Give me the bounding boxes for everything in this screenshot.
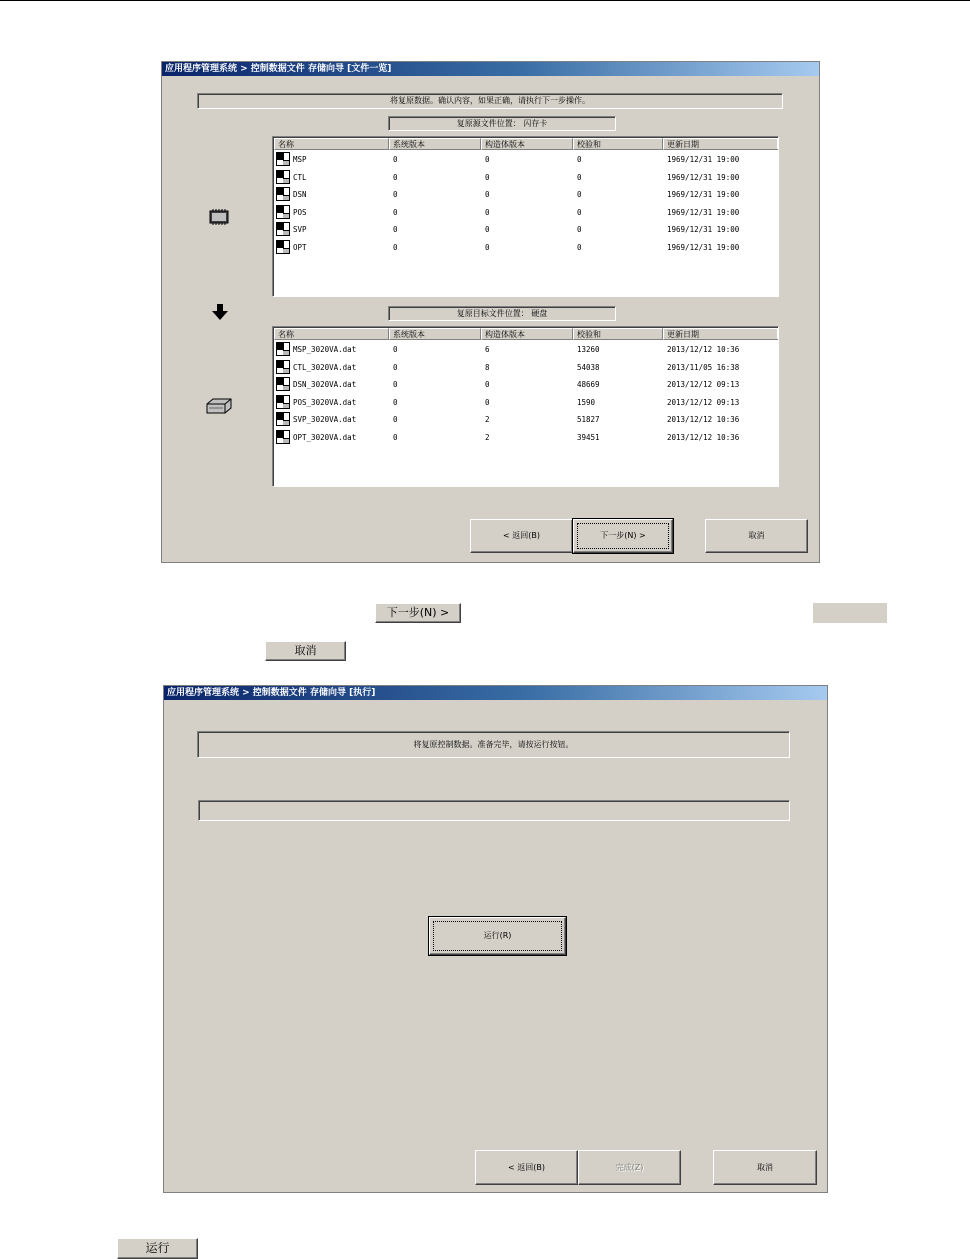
file-name: CTL xyxy=(293,172,307,182)
window-title: 应用程序管理系统 > 控制数据文件 存储向导 [执行] xyxy=(164,686,827,700)
system-version: 0 xyxy=(393,225,398,234)
next-button[interactable]: 下一步(N) > xyxy=(573,519,673,553)
system-version: 0 xyxy=(393,432,398,442)
run-button[interactable]: 运行(R) xyxy=(429,917,566,955)
update-date: 2013/12/12 09:13 xyxy=(667,397,740,407)
system-version: 0 xyxy=(393,190,398,199)
system-version: 0 xyxy=(393,397,398,407)
target-file-list[interactable] xyxy=(272,326,779,487)
back-button[interactable]: < 返回(B) xyxy=(470,519,573,553)
file-icon xyxy=(276,377,290,391)
file-name: SVP_3020VA.dat xyxy=(293,415,357,424)
checksum: 54038 xyxy=(577,362,600,372)
checksum: 13260 xyxy=(577,345,600,354)
inline-cancel-button-image: 取消 xyxy=(265,641,346,661)
update-date: 1969/12/31 19:00 xyxy=(667,225,740,234)
checksum: 39451 xyxy=(577,432,600,442)
window-title: 应用程序管理系统 > 控制数据文件 存储向导 [文件一览] xyxy=(162,62,819,76)
structure-version: 0 xyxy=(485,380,490,389)
source-location-label: 复原源文件位置： 闪存卡 xyxy=(388,116,616,131)
checksum: 0 xyxy=(577,207,582,217)
update-date: 1969/12/31 19:00 xyxy=(667,207,740,217)
table-row[interactable] xyxy=(274,394,777,411)
table-row[interactable] xyxy=(274,186,777,203)
table-row[interactable] xyxy=(274,204,777,221)
column-checksum[interactable]: 校验和 xyxy=(573,138,663,150)
checksum: 48669 xyxy=(577,380,600,389)
structure-version: 8 xyxy=(485,362,490,372)
column-name[interactable]: 名称 xyxy=(274,328,389,340)
update-date: 2013/12/12 10:36 xyxy=(667,432,740,442)
file-icon xyxy=(276,412,290,426)
column-update-date[interactable]: 更新日期 xyxy=(663,328,779,340)
table-row[interactable] xyxy=(274,411,777,428)
hard-disk-icon xyxy=(206,398,232,414)
system-version: 0 xyxy=(393,380,398,389)
file-name: SVP xyxy=(293,225,307,234)
column-system-version[interactable]: 系统版本 xyxy=(389,328,481,340)
inline-highlight-box xyxy=(813,603,887,623)
system-version: 0 xyxy=(393,155,398,164)
progress-bar xyxy=(198,800,790,821)
structure-version: 0 xyxy=(485,155,490,164)
structure-version: 2 xyxy=(485,415,490,424)
target-location-label: 复原目标文件位置： 硬盘 xyxy=(388,306,616,321)
file-icon xyxy=(276,360,290,374)
system-version: 0 xyxy=(393,172,398,182)
table-row[interactable] xyxy=(274,341,777,358)
memory-card-icon xyxy=(209,209,229,225)
table-row[interactable] xyxy=(274,169,777,186)
checksum: 0 xyxy=(577,225,582,234)
structure-version: 0 xyxy=(485,397,490,407)
instruction-field: 将复原数据。确认内容，如果正确，请执行下一步操作。 xyxy=(197,93,783,109)
update-date: 1969/12/31 19:00 xyxy=(667,172,740,182)
cancel-button[interactable]: 取消 xyxy=(705,519,808,553)
page-top-rule xyxy=(0,0,970,1)
source-list-header xyxy=(274,138,777,150)
structure-version: 0 xyxy=(485,207,490,217)
file-icon xyxy=(276,430,290,444)
column-structure-version[interactable]: 构造体版本 xyxy=(481,328,573,340)
structure-version: 2 xyxy=(485,432,490,442)
cancel-button[interactable]: 取消 xyxy=(713,1150,817,1185)
file-icon xyxy=(276,170,290,184)
table-row[interactable] xyxy=(274,376,777,393)
file-icon xyxy=(276,342,290,356)
wizard-window-execute xyxy=(163,685,828,1193)
inline-run-button-image: 运行 xyxy=(117,1238,198,1259)
update-date: 2013/11/05 16:38 xyxy=(667,362,740,372)
checksum: 1590 xyxy=(577,397,596,407)
file-icon xyxy=(276,152,290,166)
file-icon xyxy=(276,240,290,254)
column-name[interactable]: 名称 xyxy=(274,138,389,150)
target-list-header xyxy=(274,328,777,340)
file-name: DSN_3020VA.dat xyxy=(293,380,357,389)
file-name: OPT_3020VA.dat xyxy=(293,432,357,442)
file-name: OPT xyxy=(293,242,307,252)
file-name: DSN xyxy=(293,190,307,199)
file-name: POS_3020VA.dat xyxy=(293,397,357,407)
column-system-version[interactable]: 系统版本 xyxy=(389,138,481,150)
system-version: 0 xyxy=(393,415,398,424)
system-version: 0 xyxy=(393,362,398,372)
table-row[interactable] xyxy=(274,239,777,256)
structure-version: 0 xyxy=(485,225,490,234)
column-update-date[interactable]: 更新日期 xyxy=(663,138,779,150)
file-name: POS xyxy=(293,207,307,217)
checksum: 0 xyxy=(577,172,582,182)
table-row[interactable] xyxy=(274,221,777,238)
checksum: 0 xyxy=(577,242,582,252)
column-checksum[interactable]: 校验和 xyxy=(573,328,663,340)
source-file-list[interactable] xyxy=(272,136,779,297)
structure-version: 0 xyxy=(485,190,490,199)
file-name: CTL_3020VA.dat xyxy=(293,362,357,372)
structure-version: 0 xyxy=(485,172,490,182)
update-date: 1969/12/31 19:00 xyxy=(667,155,740,164)
update-date: 1969/12/31 19:00 xyxy=(667,190,740,199)
table-row[interactable] xyxy=(274,429,777,446)
update-date: 1969/12/31 19:00 xyxy=(667,242,740,252)
back-button[interactable]: < 返回(B) xyxy=(475,1150,578,1185)
file-name: MSP xyxy=(293,155,307,164)
column-structure-version[interactable]: 构造体版本 xyxy=(481,138,573,150)
system-version: 0 xyxy=(393,242,398,252)
system-version: 0 xyxy=(393,207,398,217)
checksum: 51827 xyxy=(577,415,600,424)
file-icon xyxy=(276,222,290,236)
checksum: 0 xyxy=(577,155,582,164)
table-row[interactable] xyxy=(274,151,777,168)
inline-next-button-image: 下一步(N) > xyxy=(375,603,461,623)
arrow-down-icon xyxy=(211,303,229,321)
instruction-field: 将复原控制数据。准备完毕，请按运行按钮。 xyxy=(197,731,790,758)
file-icon xyxy=(276,187,290,201)
table-row[interactable] xyxy=(274,359,777,376)
structure-version: 6 xyxy=(485,345,490,354)
file-icon xyxy=(276,395,290,409)
structure-version: 0 xyxy=(485,242,490,252)
finish-button[interactable]: 完成(Z) xyxy=(578,1150,681,1185)
update-date: 2013/12/12 10:36 xyxy=(667,415,740,424)
file-icon xyxy=(276,205,290,219)
file-name: MSP_3020VA.dat xyxy=(293,345,357,354)
system-version: 0 xyxy=(393,345,398,354)
wizard-window-file-list xyxy=(161,61,820,563)
update-date: 2013/12/12 10:36 xyxy=(667,345,740,354)
update-date: 2013/12/12 09:13 xyxy=(667,380,740,389)
checksum: 0 xyxy=(577,190,582,199)
